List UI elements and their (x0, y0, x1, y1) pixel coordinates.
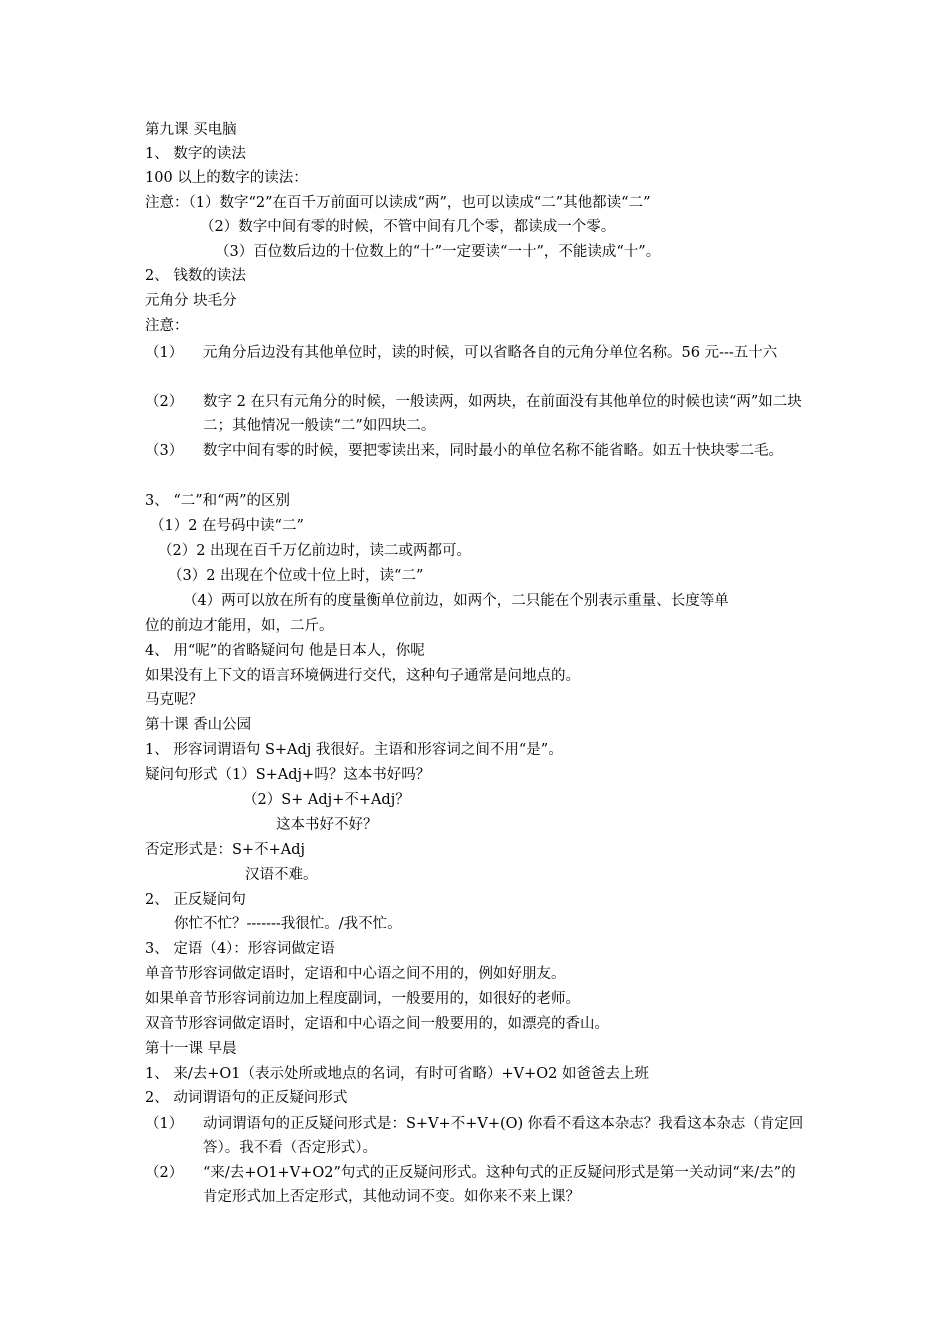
section-heading: 2、 正反疑问句 (145, 892, 246, 908)
list-item-number: （1） (145, 1116, 184, 1132)
text-line: （1）2 在号码中读“二” (150, 518, 304, 534)
list-item-number: （1） (145, 345, 184, 361)
text-line: 单音节形容词做定语时，定语和中心语之间不用的，例如好朋友。 (145, 966, 566, 982)
section-heading: 1、 数字的读法 (145, 146, 246, 162)
list-item-number: （2） (145, 1165, 184, 1181)
text-line: 马克呢？ (145, 692, 203, 708)
list-item: 数字中间有零的时候，要把零读出来，同时最小的单位名称不能省略。如五十快块零二毛。 (203, 443, 783, 459)
section-heading: 1、 来/去+O1（表示处所或地点的名词，有时可省略）+V+O2 如爸爸去上班 (145, 1066, 649, 1082)
text-line: 汉语不难。 (245, 867, 318, 883)
section-heading: 2、 动词谓语句的正反疑问形式 (145, 1090, 348, 1106)
text-line: 如果没有上下文的语言环境俩进行交代，这种句子通常是问地点的。 (145, 668, 580, 684)
text-line: 否定形式是：S+不+Adj (145, 842, 305, 858)
text-line: （4）两可以放在所有的度量衡单位前边，如两个，二只能在个别表示重量、长度等单 (183, 593, 729, 609)
text-line: 疑问句形式（1）S+Adj+吗？这本书好吗？ (145, 767, 431, 783)
text-line: 位的前边才能用，如，二斤。 (145, 618, 334, 634)
list-item: “来/去+O1+V+O2”句式的正反疑问形式。这种句式的正反疑问形式是第一关动词“来/去”的肯定形式加上否定形式，其他动词不变。如你来不来上课？ (203, 1165, 796, 1205)
list-item: 数字 2 在只有元角分的时候，一般读两，如两块，在前面没有其他单位的时候也读“两”如二块二；其他情况一般读“二”如四块二。 (203, 394, 802, 434)
section-heading: 4、 用“呢”的省略疑问句 他是日本人，你呢 (145, 643, 425, 659)
text-line: 注意：（1）数字“2”在百千万前面可以读成“两”，也可以读成“二”其他都读“二” (145, 195, 651, 211)
text-line: 你忙不忙？-------我很忙。/我不忙。 (174, 916, 402, 932)
text-line: （3）2 出现在个位或十位上时，读“二” (168, 568, 424, 584)
text-line: （2）S+ Adj+不+Adj？ (243, 792, 410, 808)
list-item: 元角分后边没有其他单位时，读的时候，可以省略各自的元角分单位名称。56 元---五十六 (203, 345, 778, 361)
text-line: （2）数字中间有零的时候，不管中间有几个零，都读成一个零。 (200, 219, 616, 235)
list-item: 动词谓语句的正反疑问形式是：S+V+不+V+(O) 你看不看这本杂志？我看这本杂志（肯定回答）。我不看（否定形式）。 (203, 1116, 804, 1156)
lesson-11-title: 第十一课 早晨 (145, 1041, 237, 1057)
text-line: （3）百位数后边的十位数上的“十”一定要读“一十”，不能读成“十”。 (215, 244, 661, 260)
text-line: 这本书好不好？ (276, 817, 378, 833)
text-line: 双音节形容词做定语时，定语和中心语之间一般要用的，如漂亮的香山。 (145, 1016, 609, 1032)
text-line: 100 以上的数字的读法： (145, 170, 308, 186)
section-heading: 3、 定语（4）：形容词做定语 (145, 941, 335, 957)
list-item-number: （2） (145, 394, 184, 410)
text-line: （2）2 出现在百千万亿前边时，读二或两都可。 (158, 543, 472, 559)
lesson-9-title: 第九课 买电脑 (145, 122, 237, 138)
text-line: 注意： (145, 318, 189, 334)
section-heading: 3、 “二”和“两”的区别 (145, 493, 290, 509)
text-line: 元角分 块毛分 (145, 293, 237, 309)
lesson-10-title: 第十课 香山公园 (145, 717, 252, 733)
section-heading: 2、 钱数的读法 (145, 268, 246, 284)
list-item-number: （3） (145, 443, 184, 459)
text-line: 如果单音节形容词前边加上程度副词，一般要用的，如很好的老师。 (145, 991, 580, 1007)
section-heading: 1、 形容词谓语句 S+Adj 我很好。主语和形容词之间不用“是”。 (145, 742, 563, 758)
